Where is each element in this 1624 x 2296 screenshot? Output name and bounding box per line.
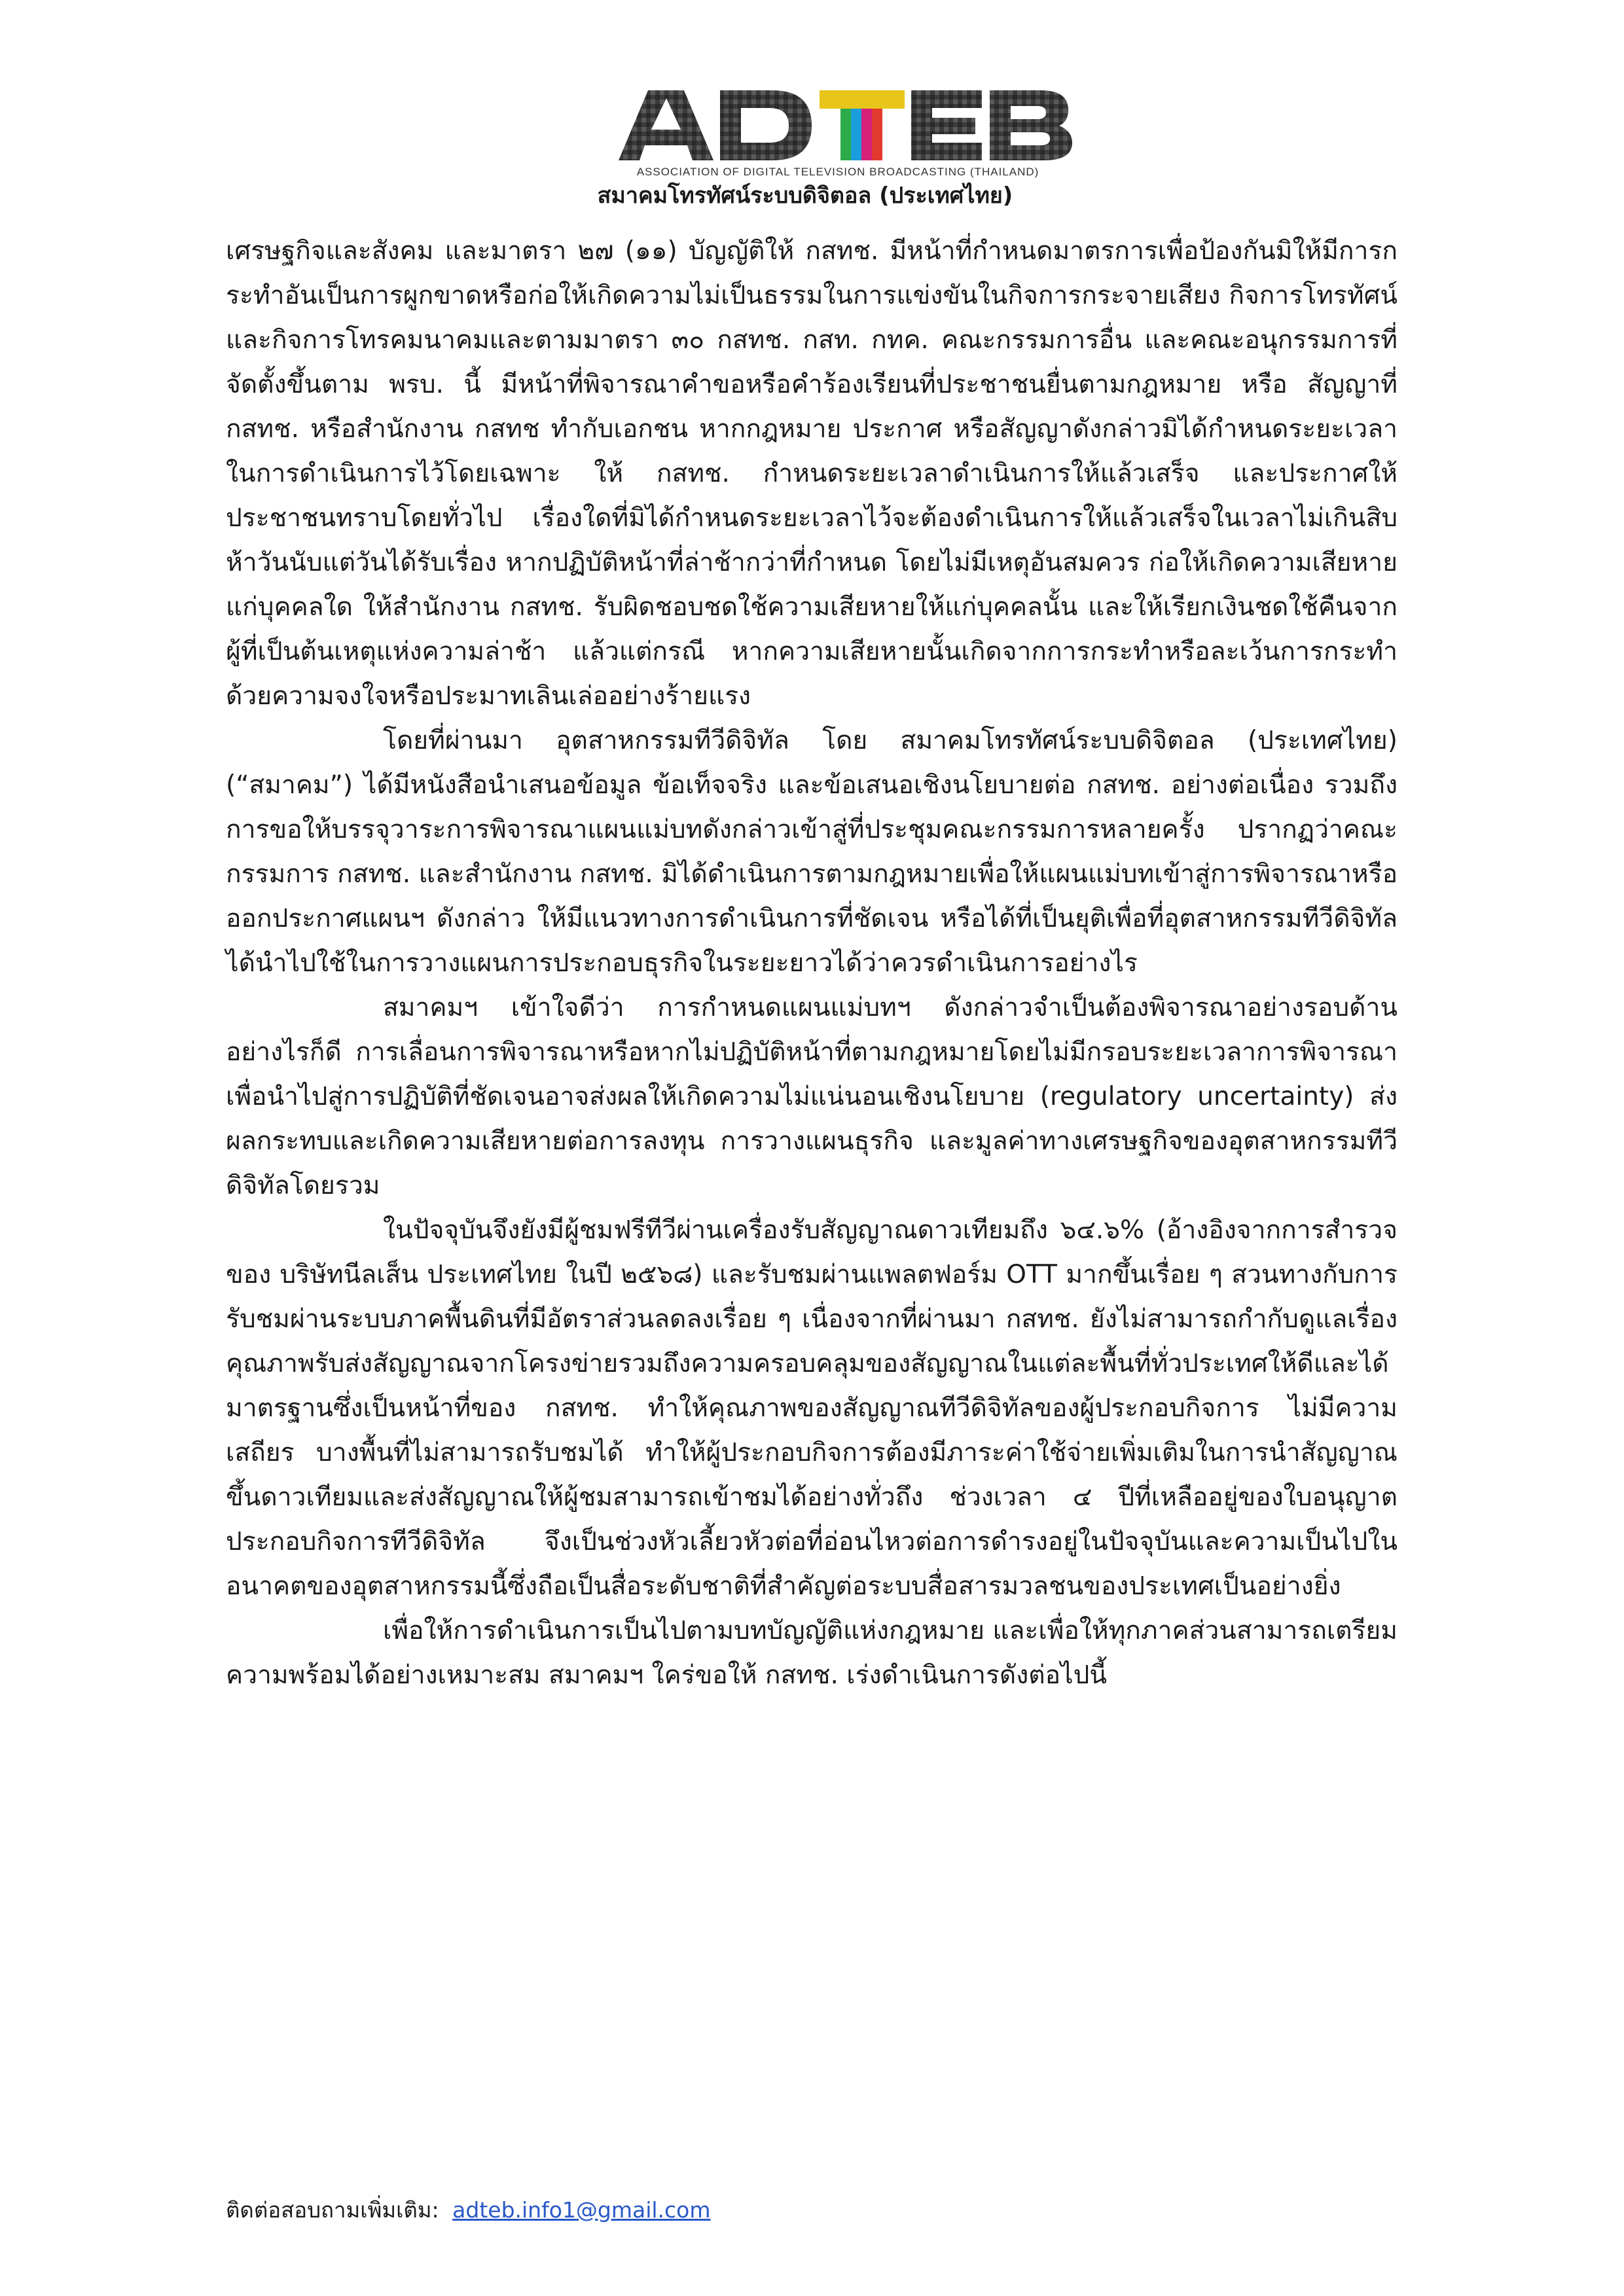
logo-subtitle-en: ASSOCIATION OF DIGITAL TELEVISION BROADCASTING (THAILAND) bbox=[636, 166, 1039, 178]
paragraph-3: สมาคมฯ เข้าใจดีว่า การกำหนดแผนแม่บทฯ ดังกล่าวจำเป็นต้องพิจารณาอย่างรอบด้าน อย่างไรก็ดี การเลื่อนการพิจารณาหรือหากไม่ปฏิบัติหน้าที่ตามกฎหมายโดยไม่มีกรอบระยะเวลาการพิจารณาเพื่อนำไปสู่การปฏิบัติที่ชัดเจนอาจส่งผลให้เกิดความไม่แน่นอนเชิงนโยบาย (regulatory uncertainty) ส่งผลกระทบและเกิดความเสียหายต่อการลงทุน การวางแผนธุรกิจ และมูลค่าทางเศรษฐกิจของอุตสาหกรรมทีวีดิจิทัลโดยรวม bbox=[226, 993, 1398, 1200]
logo-wordmark bbox=[619, 90, 1072, 160]
paragraph-2: โดยที่ผ่านมา อุตสาหกรรมทีวีดิจิทัล โดย สมาคมโทรทัศน์ระบบดิจิตอล (ประเทศไทย) (“สมาคม”) ได้มีหนังสือนำเสนอข้อมูล ข้อเท็จจริง และข้อเสนอเชิงนโยบายต่อ กสทช. อย่างต่อเนื่อง รวมถึงการขอให้บรรจุวาระการพิจารณาแผนแม่บทดังกล่าวเข้าสู่ที่ประชุมคณะกรรมการหลายครั้ง ปรากฏว่าคณะกรรมการ กสทช. และสำนักงาน กสทช. มิได้ดำเนินการตามกฎหมายเพื่อให้แผนแม่บทเข้าสู่การพิจารณาหรือออกประกาศแผนฯ ดังกล่าว ให้มีแนวทางการดำเนินการที่ชัดเจน หรือได้ที่เป็นยุติเพื่อที่อุตสาหกรรมทีวีดิจิทัลได้นำไปใช้ในการวางแผนการประกอบธุรกิจในระยะยาวได้ว่าควรดำเนินการอย่างไร bbox=[226, 726, 1398, 978]
document-body bbox=[226, 229, 1398, 1698]
paragraph-4: ในปัจจุบันจึงยังมีผู้ชมฟรีทีวีผ่านเครื่องรับสัญญาณดาวเทียมถึง ๖๔.๖% (อ้างอิงจากการสำรวจของ บริษัทนีลเส็น ประเทศไทย ในปี ๒๕๖๘) และรับชมผ่านแพลตฟอร์ม OTT มากขึ้นเรื่อย ๆ สวนทางกับการ รับชมผ่านระบบภาคพื้นดินที่มีอัตราส่วนลดลงเรื่อย ๆ เนื่องจากที่ผ่านมา กสทช. ยังไม่สามารถกำกับดูแลเรื่องคุณภาพรับส่งสัญญาณจากโครงข่ายรวมถึงความครอบคลุมของสัญญาณในแต่ละพื้นที่ทั่วประเทศให้ดีและได้มาตรฐานซึ่งเป็นหน้าที่ของ กสทช. ทำให้คุณภาพของสัญญาณทีวีดิจิทัลของผู้ประกอบกิจการ ไม่มีความเสถียร บางพื้นที่ไม่สามารถรับชมได้ ทำให้ผู้ประกอบกิจการต้องมีภาระค่าใช้จ่ายเพิ่มเติมในการนำสัญญาณขึ้นดาวเทียมและส่งสัญญาณให้ผู้ชมสามารถเข้าชมได้อย่างทั่วถึง ช่วงเวลา ๔ ปีที่เหลืออยู่ของใบอนุญาตประกอบกิจการทีวีดิจิทัล จึงเป็นช่วงหัวเลี้ยวหัวต่อที่อ่อนไหวต่อการดำรงอยู่ในปัจจุบันและความเป็นไปในอนาคตของอุตสาหกรรมนี้ซึ่งถือเป็นสื่อระดับชาติที่สำคัญต่อระบบสื่อสารมวลชนของประเทศเป็นอย่างยิ่ง bbox=[226, 1215, 1398, 1601]
contact-email-link[interactable]: adteb.info1@gmail.com bbox=[452, 2197, 711, 2223]
footer-contact bbox=[226, 2196, 711, 2225]
contact-label: ติดต่อสอบถามเพิ่มเติม: bbox=[226, 2197, 439, 2223]
adteb-logo bbox=[0, 72, 1624, 223]
paragraph-5: เพื่อให้การดำเนินการเป็นไปตามบทบัญญัติแห่งกฎหมาย และเพื่อให้ทุกภาคส่วนสามารถเตรียมความพร้อมได้อย่างเหมาะสม สมาคมฯ ใคร่ขอให้ กสทช. เร่งดำเนินการดังต่อไปนี้ bbox=[226, 1616, 1398, 1690]
logo-subtitle-th: สมาคมโทรทัศน์ระบบดิจิตอล (ประเทศไทย) bbox=[597, 183, 1013, 209]
paragraph-1: เศรษฐกิจและสังคม และมาตรา ๒๗ (๑๑) บัญญัติให้ กสทช. มีหน้าที่กำหนดมาตรการเพื่อป้องกันมิให้มีการกระทำอันเป็นการผูกขาดหรือก่อให้เกิดความไม่เป็นธรรมในการแข่งขันในกิจการกระจายเสียง กิจการโทรทัศน์และกิจการโทรคมนาคมและตามมาตรา ๓๐ กสทช. กสท. กทค. คณะกรรมการอื่น และคณะอนุกรรมการที่จัดตั้งขึ้นตาม พรบ. นี้ มีหน้าที่พิจารณาคำขอหรือคำร้องเรียนที่ประชาชนยื่นตามกฎหมาย หรือ สัญญาที่ กสทช. หรือสำนักงาน กสทช ทำกับเอกชน หากกฎหมาย ประกาศ หรือสัญญาดังกล่าวมิได้กำหนดระยะเวลาในการดำเนินการไว้โดยเฉพาะ ให้ กสทช. กำหนดระยะเวลาดำเนินการให้แล้วเสร็จ และประกาศให้ประชาชนทราบโดยทั่วไป เรื่องใดที่มิได้กำหนดระยะเวลาไว้จะต้องดำเนินการให้แล้วเสร็จในเวลาไม่เกินสิบห้าวันนับแต่วันได้รับเรื่อง หากปฏิบัติหน้าที่ล่าช้ากว่าที่กำหนด โดยไม่มีเหตุอันสมควร ก่อให้เกิดความเสียหายแก่บุคคลใด ให้สำนักงาน กสทช. รับผิดชอบชดใช้ความเสียหายให้แก่บุคคลนั้น และให้เรียกเงินชดใช้คืนจากผู้ที่เป็นต้นเหตุแห่งความล่าช้า แล้วแต่กรณี หากความเสียหายนั้นเกิดจากการกระทำหรือละเว้นการกระทำด้วยความจงใจหรือประมาทเลินเล่ออย่างร้ายแรง bbox=[226, 236, 1398, 711]
